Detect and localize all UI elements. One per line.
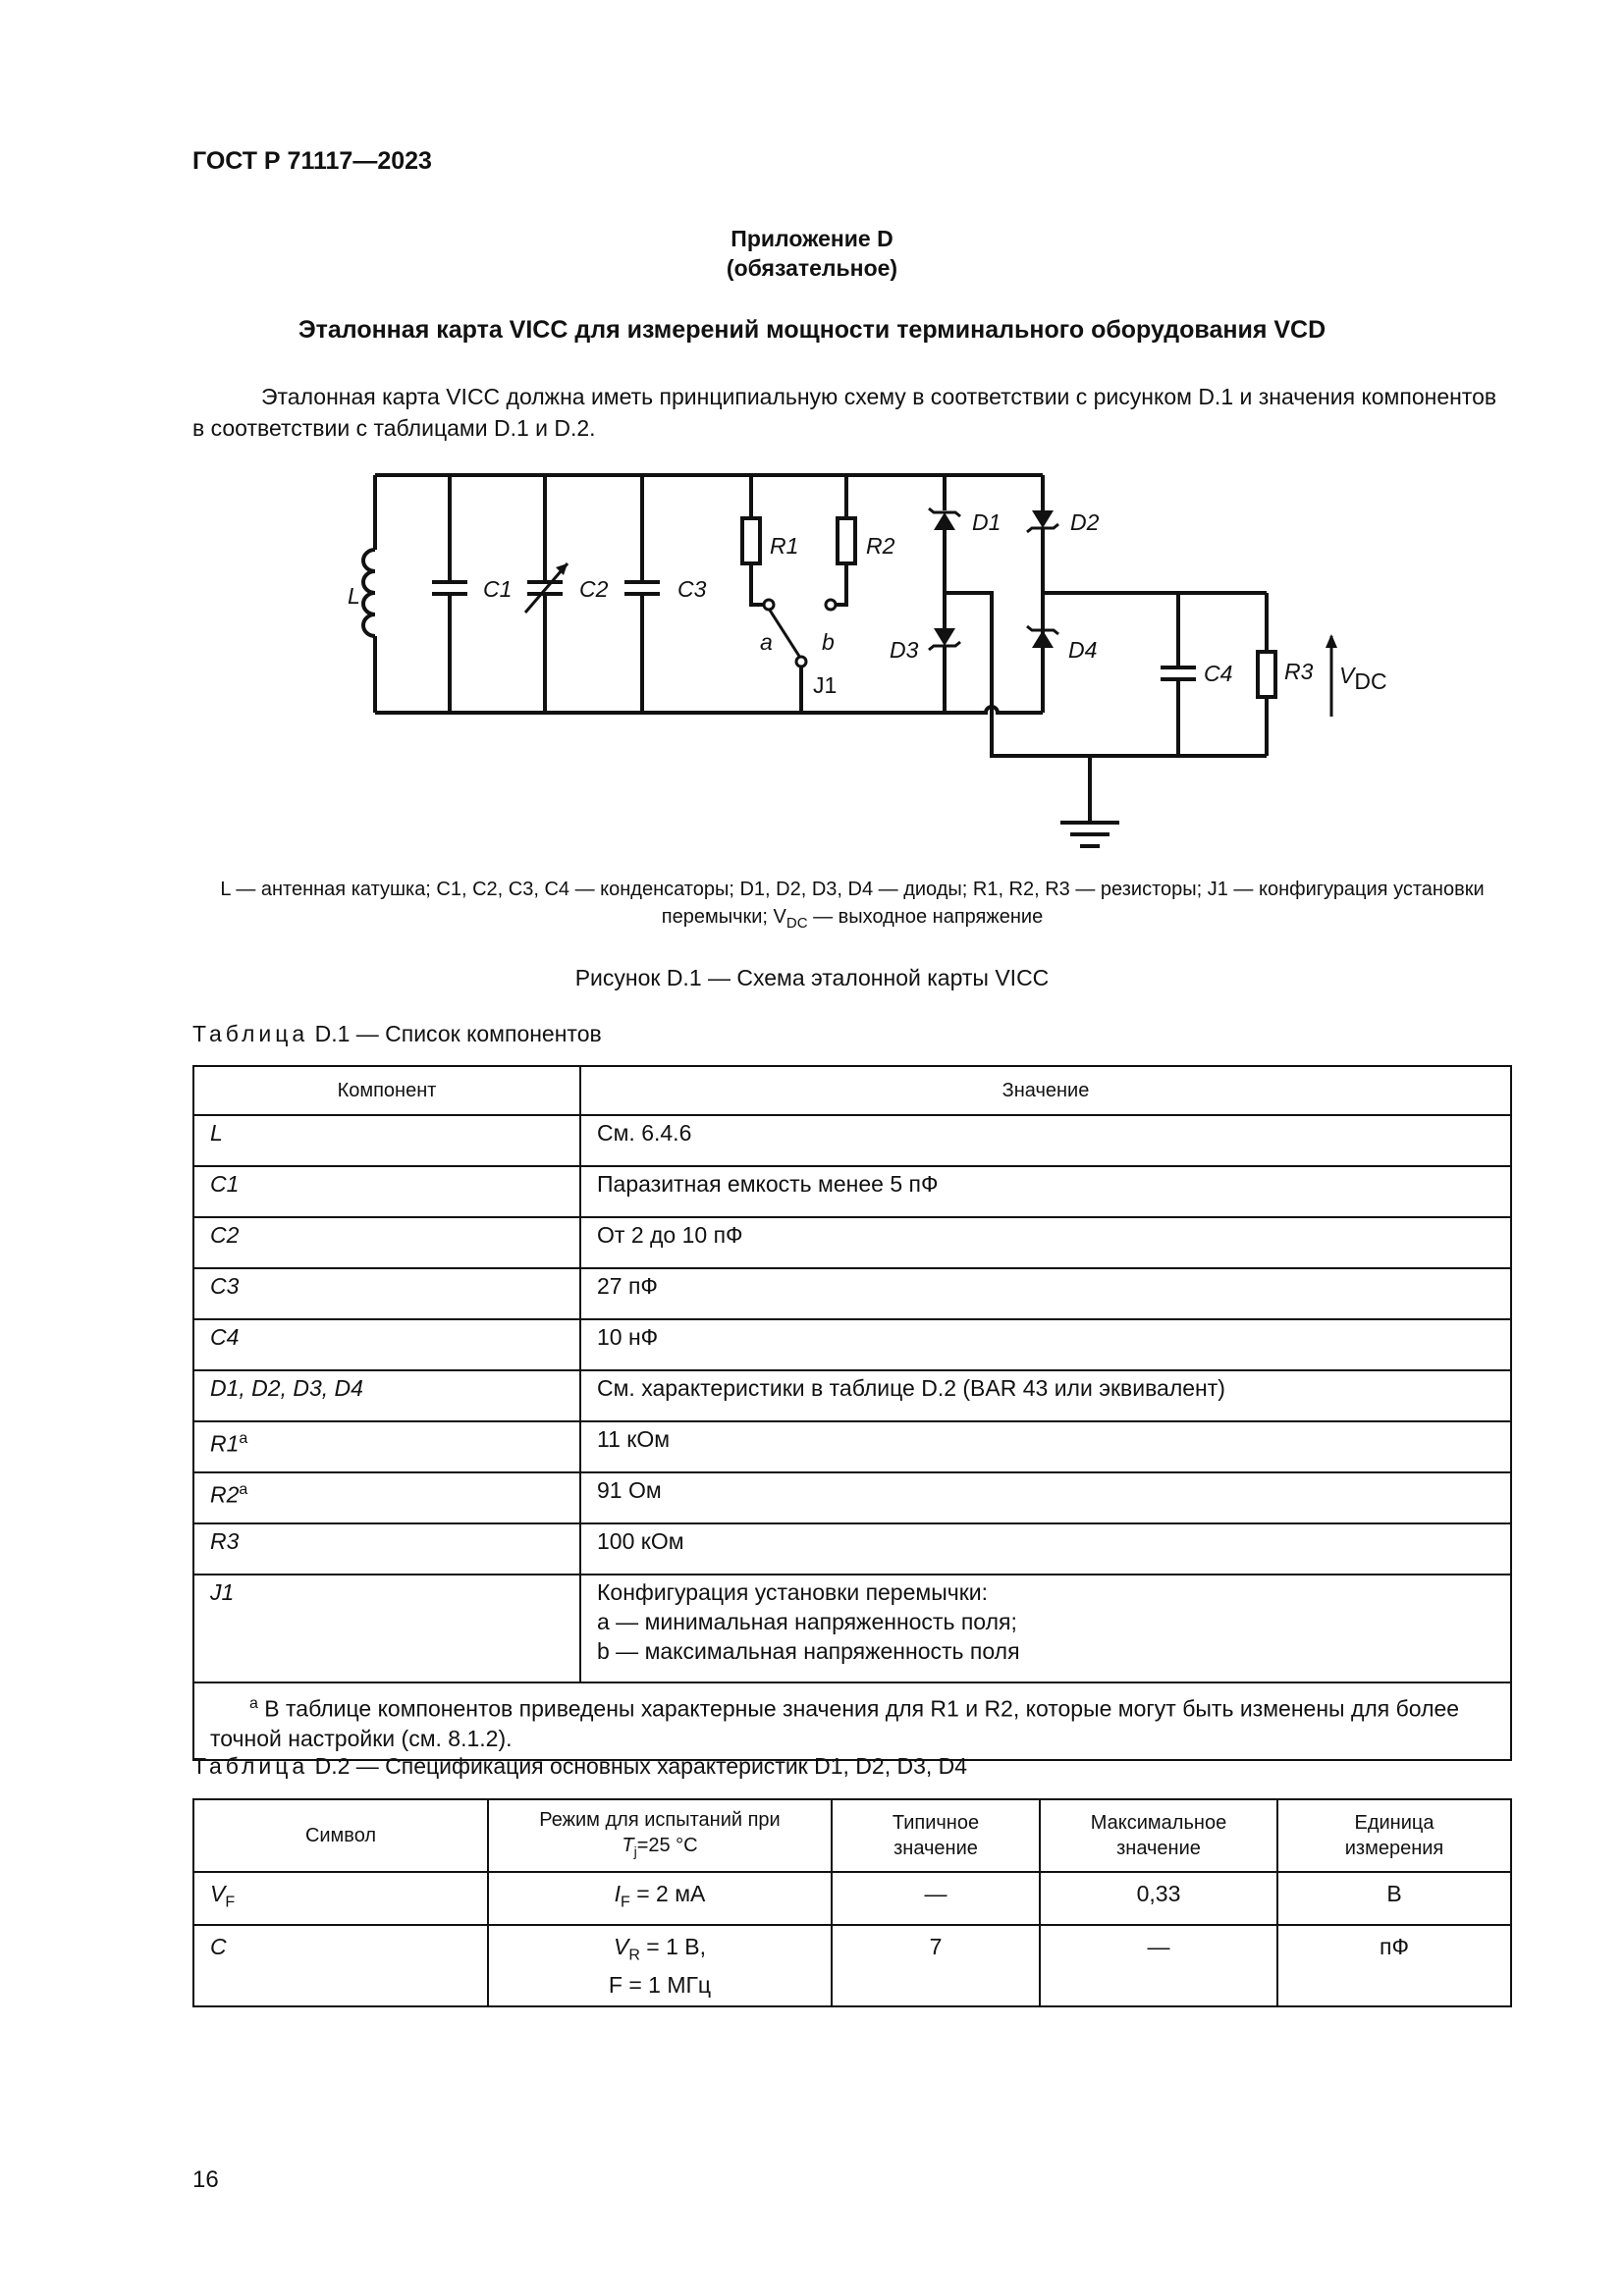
- header-symbol: Символ: [193, 1799, 488, 1872]
- label-R1: R1: [770, 533, 799, 559]
- circuit-schematic: [304, 452, 1387, 864]
- table-row: [193, 1472, 1511, 1523]
- header-value: Значение: [580, 1066, 1511, 1115]
- component-cell: C3: [193, 1268, 580, 1319]
- table-row: [193, 1872, 1511, 1925]
- table-row: [193, 1925, 1511, 2007]
- label-D4: D4: [1068, 637, 1098, 663]
- max-cell: —: [1040, 1925, 1277, 2007]
- value-cell: 11 кОм: [580, 1421, 1511, 1472]
- standard-number: ГОСТ Р 71117—2023: [192, 147, 432, 175]
- label-C2: C2: [579, 576, 609, 602]
- appendix-status: (обязательное): [726, 255, 898, 281]
- label-a: a: [760, 629, 773, 655]
- label-C1: C1: [483, 576, 513, 602]
- component-cell: R1$^a$: [193, 1421, 580, 1472]
- value-cell: От 2 до 10 пФ: [580, 1217, 1511, 1268]
- table-row: [193, 1421, 1511, 1472]
- r1-wire-b: [751, 563, 764, 605]
- value-cell: 100 кОм: [580, 1523, 1511, 1575]
- value-cell: См. характеристики в таблице D.2 (BAR 43 или эквивалент): [580, 1370, 1511, 1421]
- wire-crossing: [980, 707, 1043, 713]
- j1-pivot: [796, 657, 806, 667]
- value-cell: См. 6.4.6: [580, 1115, 1511, 1166]
- label-VDC: VDC: [1339, 663, 1387, 694]
- component-cell: L: [193, 1115, 580, 1166]
- d2-diode: [1032, 510, 1054, 528]
- unit-cell: пФ: [1277, 1925, 1511, 2007]
- header-component: Компонент: [193, 1066, 580, 1115]
- component-cell: J1: [193, 1575, 580, 1682]
- value-cell: 91 Ом: [580, 1472, 1511, 1523]
- table1-caption: Таблица D.1 — Список компонентов: [192, 1021, 602, 1046]
- label-C3: C3: [677, 576, 707, 602]
- label-D3: D3: [890, 637, 919, 663]
- table-row: [193, 1523, 1511, 1575]
- table-footnote: $^a$ В таблице компонентов приведены характерные значения для R1 и R2, которые могут быть изменены для более точной настройки (см. 8.1.2).: [193, 1682, 1511, 1760]
- d1-diode: [934, 512, 955, 530]
- label-R3: R3: [1284, 659, 1314, 684]
- d4-diode: [1032, 630, 1054, 648]
- appendix-title: Приложение D: [731, 226, 893, 251]
- typical-cell: —: [832, 1872, 1040, 1925]
- value-cell: 27 пФ: [580, 1268, 1511, 1319]
- component-cell: R3: [193, 1523, 580, 1575]
- label-D2: D2: [1070, 509, 1100, 535]
- max-cell: 0,33: [1040, 1872, 1277, 1925]
- component-cell: C2: [193, 1217, 580, 1268]
- label-R2: R2: [866, 533, 895, 559]
- mid-left-node: [945, 593, 992, 713]
- label-L: L: [348, 583, 360, 609]
- symbol-cell: C: [193, 1925, 488, 2007]
- component-cell: R2$^a$: [193, 1472, 580, 1523]
- value-cell: 10 нФ: [580, 1319, 1511, 1370]
- header-max: Максимальное значение: [1040, 1799, 1277, 1872]
- intro-paragraph: Эталонная карта VICC должна иметь принципиальную схему в соответствии с рисунком D.1 и значения компонентов в соответствии с таблицами D.1 и D.2.: [192, 384, 1497, 441]
- r2-resistor: [838, 518, 855, 563]
- condition-cell: $I_F = 2$ мА: [488, 1872, 832, 1925]
- table-row: [193, 1217, 1511, 1268]
- table-row: [193, 1115, 1511, 1166]
- ground-rail: [992, 713, 1267, 756]
- d3-diode: [934, 628, 955, 646]
- r1-resistor: [742, 518, 760, 563]
- symbol-cell: $V_F$: [193, 1872, 488, 1925]
- table-header-row: [193, 1066, 1511, 1115]
- vdc-arrow-head: [1326, 634, 1337, 648]
- header-unit: Единица измерения: [1277, 1799, 1511, 1872]
- label-b: b: [822, 629, 835, 655]
- unit-cell: В: [1277, 1872, 1511, 1925]
- figure-legend: L — антенная катушка; C1, C2, C3, C4 — конденсаторы; D1, D2, D3, D4 — диоды; R1, R2, R3 — резисторы; J1 — конфигурация установки перемычки; $V_{DC}$ — выходное напряжение: [220, 879, 1485, 932]
- components-table: [192, 1065, 1512, 1761]
- j1-contact-a: [764, 600, 774, 610]
- component-cell: C4: [193, 1319, 580, 1370]
- figure-caption: Рисунок D.1 — Схема эталонной карты VICC: [574, 965, 1050, 990]
- r3-resistor: [1258, 652, 1275, 697]
- component-cell: D1, D2, D3, D4: [193, 1370, 580, 1421]
- table2-caption: Таблица D.2 — Спецификация основных характеристик D1, D2, D3, D4: [192, 1753, 968, 1779]
- r2-wire-b: [836, 563, 846, 605]
- table-row: [193, 1575, 1511, 1682]
- label-J1: J1: [813, 672, 838, 698]
- typical-cell: 7: [832, 1925, 1040, 2007]
- j1-contact-b: [826, 600, 836, 610]
- table-header-row: [193, 1799, 1511, 1872]
- table-footnote-row: [193, 1682, 1511, 1760]
- label-D1: D1: [972, 509, 1001, 535]
- value-cell: Конфигурация установки перемычки: a — минимальная напряженность поля; b — максимальная напряженность поля: [580, 1575, 1511, 1682]
- condition-cell: $V_R = 1$ В, F = 1 МГц: [488, 1925, 832, 2007]
- label-C4: C4: [1204, 661, 1233, 686]
- header-test-mode: Режим для испытаний при $T_j=25$ °C: [488, 1799, 832, 1872]
- table-row: [193, 1268, 1511, 1319]
- header-typical: Типичное значение: [832, 1799, 1040, 1872]
- coil-inductor: [363, 550, 375, 636]
- diode-spec-table: [192, 1798, 1512, 2007]
- page-number: 16: [192, 2166, 219, 2193]
- value-cell: Паразитная емкость менее 5 пФ: [580, 1166, 1511, 1217]
- table-row: [193, 1370, 1511, 1421]
- component-cell: C1: [193, 1166, 580, 1217]
- table-row: [193, 1166, 1511, 1217]
- j1-switch-lever: [769, 609, 800, 658]
- appendix-heading: Эталонная карта VICC для измерений мощности терминального оборудования VCD: [298, 316, 1326, 344]
- table-row: [193, 1319, 1511, 1370]
